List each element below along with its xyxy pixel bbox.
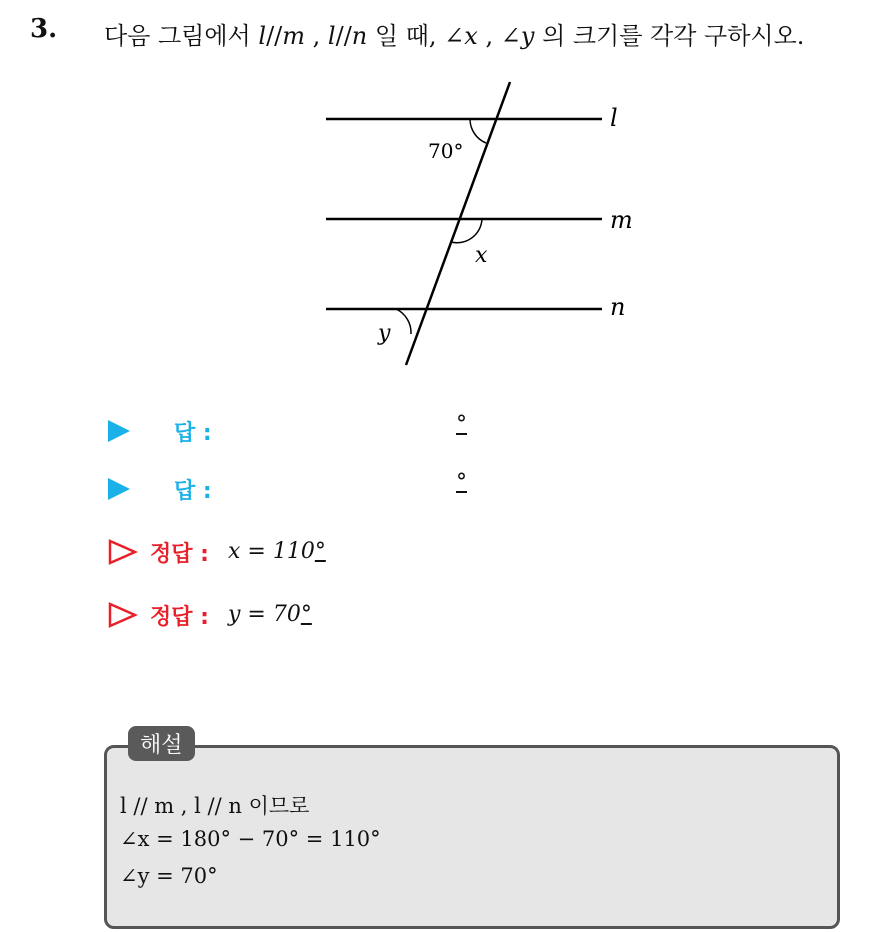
question-prefix: 다음 그림에서 — [104, 22, 251, 50]
angle-x-label: x — [475, 243, 488, 268]
answer-label: 답 : — [174, 479, 212, 504]
line-l-ref: l — [258, 22, 267, 50]
correct-label: 정답 : — [150, 542, 209, 567]
angle-70-label: 70° — [428, 139, 464, 163]
correct-label: 정답 : — [150, 605, 209, 630]
outline-arrow-icon — [108, 602, 138, 628]
correct-value — [228, 539, 326, 564]
comma-2: , — [485, 22, 494, 50]
parallel-symbol: // — [266, 22, 283, 50]
play-arrow-icon — [108, 478, 130, 500]
arc-y — [396, 309, 411, 334]
line-n-ref: n — [351, 22, 368, 50]
correct-expr: x = 110 — [228, 539, 315, 564]
explanation-line-2: ∠x = 180° − 70° = 110° — [120, 827, 381, 851]
question-text — [104, 16, 804, 51]
line-m-ref: m — [282, 22, 305, 50]
correct-value — [228, 602, 312, 627]
label-m: m — [610, 206, 633, 234]
angle-y-label: y — [378, 321, 391, 346]
answer-label: 답 : — [174, 421, 212, 446]
explanation-line-1: l // m , l // n 이므로 — [120, 794, 310, 818]
arc-70 — [470, 119, 486, 143]
correct-unit: ° — [314, 539, 326, 564]
parallel-lines-figure — [300, 78, 660, 378]
explanation-tag: 해설 — [128, 726, 195, 761]
answer-blank-unit[interactable]: ° — [456, 412, 467, 437]
comma: , — [312, 22, 321, 50]
label-l: l — [610, 104, 618, 132]
question-suffix: 의 크기를 각각 구하시오. — [542, 22, 805, 50]
angle-x-ref: ∠x — [444, 22, 478, 50]
angle-y-ref: ∠y — [500, 22, 535, 50]
line-l-ref-2: l — [327, 22, 336, 50]
when-text: 일 때, — [374, 22, 437, 50]
explanation-line-3: ∠y = 70° — [120, 864, 218, 888]
parallel-symbol-2: // — [335, 22, 352, 50]
answer-blank-unit[interactable]: ° — [456, 470, 467, 495]
play-arrow-icon — [108, 420, 130, 442]
outline-arrow-icon — [108, 539, 138, 565]
question-number: 3. — [30, 14, 58, 44]
label-n: n — [610, 293, 626, 321]
correct-unit: ° — [300, 602, 312, 627]
correct-expr: y = 70 — [228, 602, 301, 627]
transversal — [406, 82, 510, 365]
